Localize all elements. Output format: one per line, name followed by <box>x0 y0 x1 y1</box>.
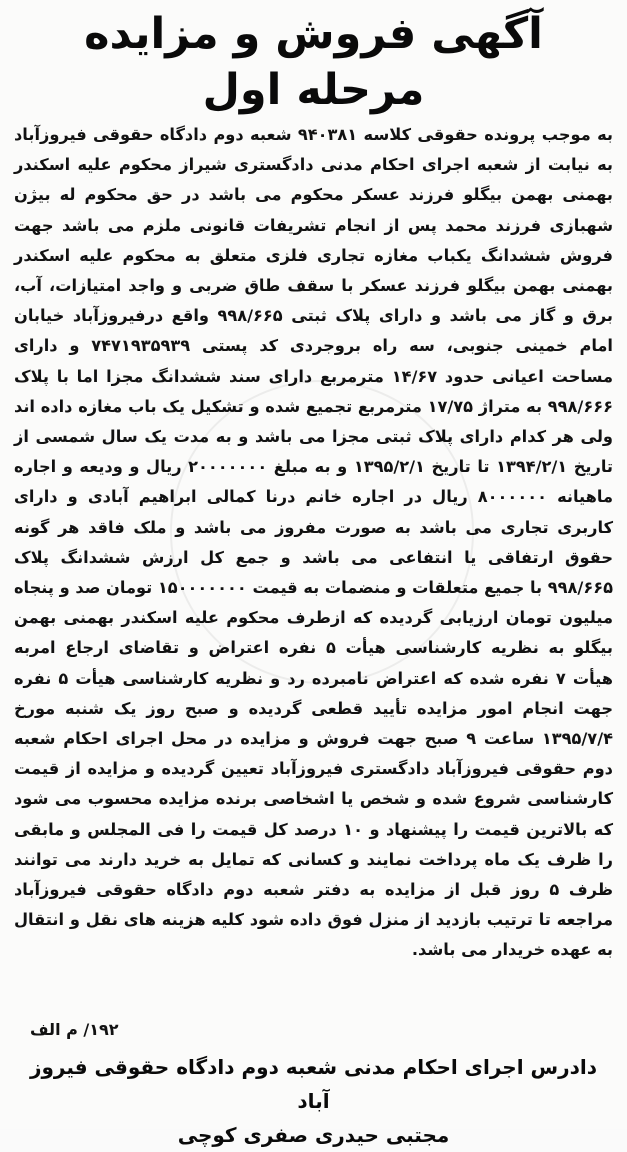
notice-body: به موجب پرونده حقوقی کلاسه ۹۴۰۳۸۱ شعبه دوم دادگاه حقوقی فیروزآباد به نیابت از شعبه اجرای احکام مدنی دادگستری شیراز محکوم علیه اسکندر بهمنی بهمن بیگلو فرزند عسکر محکوم می باشد در حق محکوم له بیژن شهبازی فرزند محمد پس از انجام تشریفات قانونی ملزم می باشد جهت فروش ششدانگ یکباب مغازه تجاری فلزی متعلق به محکوم علیه اسکندر بهمنی بهمن بیگلو فرزند عسکر با سقف طاق ضربی و واجد امتیازات، آب، برق و گاز می باشد و دارای پلاک ثبتی ۹۹۸/۶۶۵ واقع درفیروزآباد خیابان امام خمینی جنوبی، سه راه بروجردی کد پستی ۷۴۷۱۹۳۵۹۳۹ و دارای مساحت اعیانی حدود ۱۴/۶۷ مترمربع دارای سند ششدانگ مجزا اما با پلاک ۹۹۸/۶۶۶ به متراژ ۱۷/۷۵ مترمربع تجمیع شده و تشکیل یک باب مغازه داده اند ولی هر کدام دارای پلاک ثبتی مجزا می باشد و به مدت یک سال شمسی از تاریخ ۱۳۹۴/۲/۱ تا تاریخ ۱۳۹۵/۲/۱ و به مبلغ ۲۰۰۰۰۰۰۰ ریال و ودیعه و اجاره ماهیانه ۸۰۰۰۰۰۰ ریال در اجاره خانم درنا کمالی ابراهیم آبادی و دارای کاربری تجاری می باشد به صورت مفروز می باشد و ملک فاقد هر گونه حقوق ارتفاقی یا انتفاعی می باشد و جمع کل ارزش ششدانگ پلاک ۹۹۸/۶۶۵ با جمیع متعلقات و منضمات به قیمت ۱۵۰۰۰۰۰۰۰ تومان صد و پنجاه میلیون تومان ارزیابی گردیده که ازطرف محکوم علیه اسکندر بهمنی بهمن بیگلو به نظریه کارشناسی هیأت ۵ نفره اعتراض و تقاضای ارجاع امربه هیأت ۷ نفره شده که اعتراض نامبرده رد و نظریه کارشناسی هیأت ۵ نفره جهت انجام امور مزایده تأیید قطعی گردیده و صبح روز یک شنبه مورخ ۱۳۹۵/۷/۴ ساعت ۹ صبح جهت فروش و مزایده در محل اجرای احکام شعبه دوم حقوقی فیروزآباد دادگستری فیروزآباد تعیین گردیده و مزایده از قیمت کارشناسی شروع شده و شخص یا اشخاصی برنده مزایده محسوب می شود که بالاترین قیمت را پیشنهاد و ۱۰ درصد کل قیمت را فی المجلس و مابقی را ظرف یک ماه پرداخت نمایند و کسانی که تمایل به خرید دارند می توانند ظرف ۵ روز قبل از مزایده به دفتر شعبه دوم دادگاه حقوقی فیروزآباد مراجعه تا ترتیب بازدید از منزل فوق داده شود کلیه هزینه های نقل و انتقال به عهده خریدار می باشد. <box>14 125 614 960</box>
signature-title: دادرس اجرای احکام مدنی شعبه دوم دادگاه حقوقی فیروز آباد <box>29 1055 598 1113</box>
reference-number: ۱۹۲/ م الف <box>30 1020 119 1039</box>
signature-name: مجتبی حیدری صفری کوچی <box>177 1123 450 1147</box>
notice-title: آگهی فروش و مزایده مرحله اول <box>84 9 543 115</box>
signature-block <box>14 1050 613 1152</box>
